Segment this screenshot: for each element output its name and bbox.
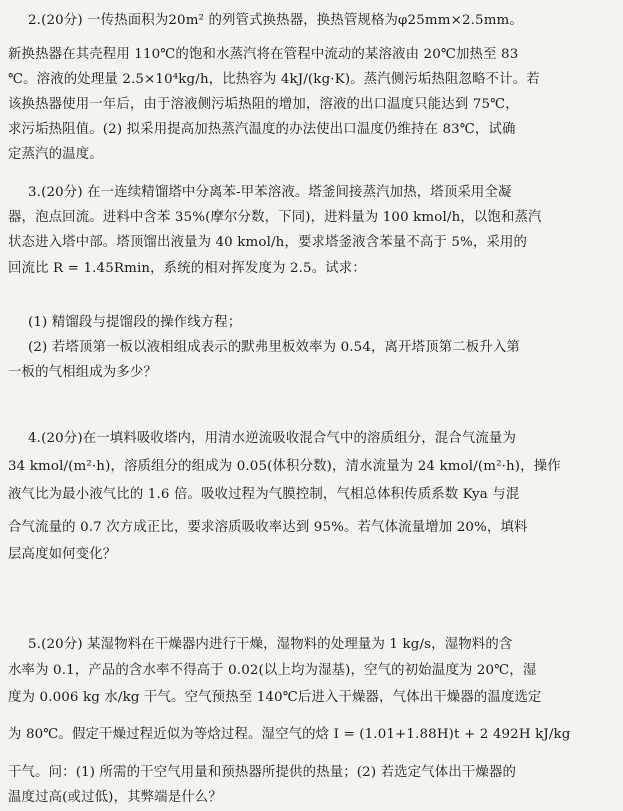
problem-2-line-3: ℃。溶液的处理量 2.5×10⁴kg/h，比热容为 4kJ/(kg·K)。蒸汽侧污垢热阻忽略不计。若 [8, 72, 540, 87]
problem-3-line-6: (2) 若塔顶第一板以液相组成表示的默弗里板效率为 0.54，离开塔顶第二板升入第 [28, 340, 520, 355]
problem-2-line-2: 新换热器在其壳程用 110℃的饱和水蒸汽将在管程中流动的某溶液由 20℃加热至 83 [8, 47, 519, 62]
problem-2-line-5: 求污垢热阻值。(2) 拟采用提高加热蒸汽温度的办法使出口温度仍维持在 83℃，试确 [8, 122, 516, 137]
problem-4-line-4: 合气流量的 0.7 次方成正比，要求溶质吸收率达到 95%。若气体流量增加 20%，填料 [8, 520, 528, 535]
problem-3-line-2: 器，泡点回流。进料中含苯 35%(摩尔分数，下同)，进料量为 100 kmol/h，以饱和蒸汽 [8, 210, 542, 225]
problem-3-line-3: 状态进入塔中部。塔顶馏出液量为 40 kmol/h，要求塔釜液含苯量不高于 5%，采用的 [8, 235, 528, 250]
problem-5-line-3: 度为 0.006 kg 水/kg 干气。空气预热至 140℃后进入干燥器，气体出干燥器的温度选定 [8, 690, 542, 705]
problem-2-line-6: 定蒸汽的温度。 [8, 147, 103, 162]
problem-4-line-3: 液气比为最小液气比的 1.6 倍。吸收过程为气膜控制，气相总体积传质系数 Kya 与混 [8, 487, 520, 502]
problem-3-line-1: 3.(20分) 在一连续精馏塔中分离苯-甲苯溶液。塔釜间接蒸汽加热，塔顶采用全凝 [28, 185, 512, 200]
problem-5-line-5: 干气。问：(1) 所需的干空气用量和预热器所提供的热量；(2) 若选定气体出干燥器的 [8, 765, 517, 780]
problem-5-line-6: 温度过高(或过低)，其弊端是什么？ [8, 790, 222, 805]
problem-2-line-4: 该换热器使用一年后，由于溶液侧污垢热阻的增加，溶液的出口温度只能达到 75℃， [8, 97, 519, 112]
problem-4-line-1: 4.(20分)在一填料吸收塔内，用清水逆流吸收混合气中的溶质组分，混合气流量为 [28, 431, 517, 446]
problem-4-line-2: 34 kmol/(m²·h)，溶质组分的组成为 0.05(体积分数)，清水流量为 24 kmol/(m²·h)，操作 [8, 459, 561, 474]
problem-4-line-5: 层高度如何变化？ [8, 547, 117, 562]
problem-3-line-4: 回流比 R = 1.45Rmin，系统的相对挥发度为 2.5。试求： [8, 261, 366, 276]
problem-5-line-1: 5.(20分) 某湿物料在干燥器内进行干燥，湿物料的处理量为 1 kg/s，湿物料的含 [28, 637, 513, 652]
problem-5-line-4: 为 80℃。假定干燥过程近似为等焓过程。湿空气的焓 I = (1.01+1.88H)t + 2 492H kJ/kg [8, 727, 571, 742]
problem-2-line-1: 2.(20分) 一传热面积为20m² 的列管式换热器，换热管规格为φ25mm×2.5mm。 [28, 13, 523, 28]
problem-3-line-5: (1) 精馏段与提馏段的操作线方程； [28, 315, 242, 330]
problem-5-line-2: 水率为 0.1，产品的含水率不得高于 0.02(以上均为湿基)，空气的初始温度为 20℃，湿 [8, 663, 537, 678]
problem-3-line-7: 一板的气相组成为多少？ [8, 365, 157, 380]
